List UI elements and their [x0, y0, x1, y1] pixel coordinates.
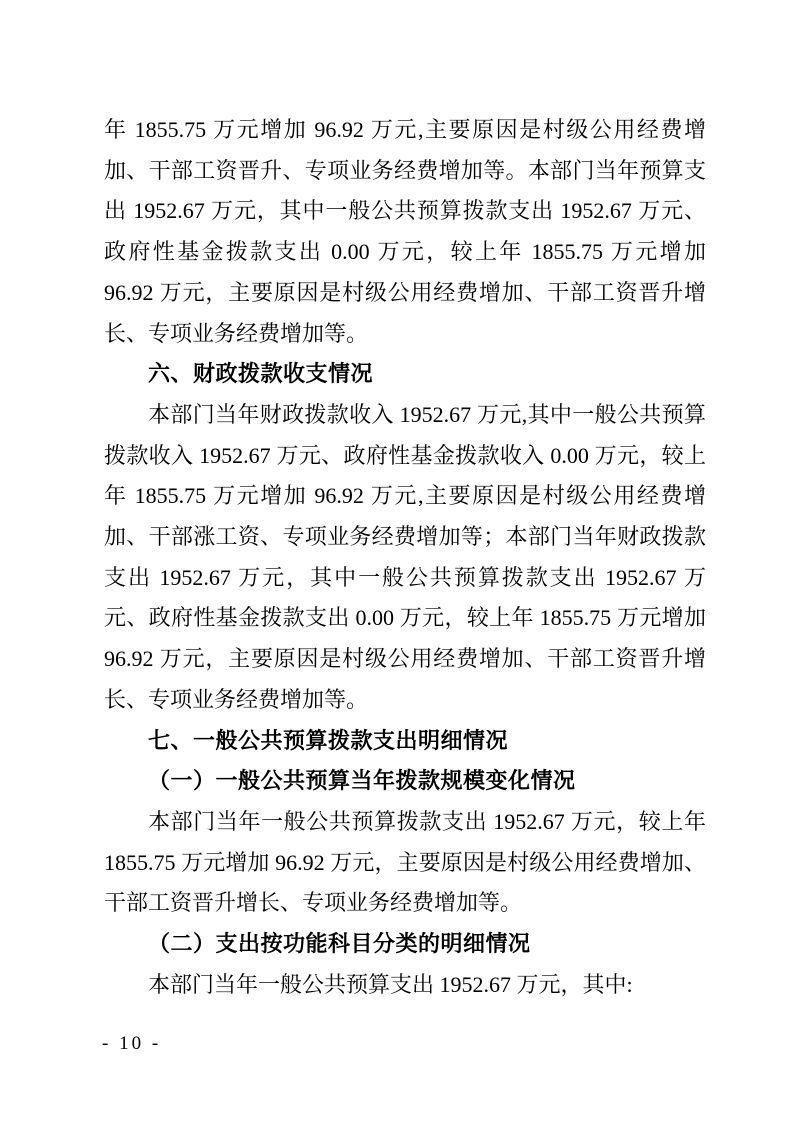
continuation-paragraph: 年 1855.75 万元增加 96.92 万元,主要原因是村级公用经费增加、干部工资晋升、专项业务经费增加等。本部门当年预算支出 1952.67 万元，其中一般公共预算拨款支出 1952.67 万元、政府性基金拨款支出 0.00 万元，较上年 1855.75 万元增加 96.92 万元，主要原因是村级公用经费增加、干部工资晋升增长、专项业务经费增加等。	[104, 117, 706, 346]
section7-sub1-paragraph: 本部门当年一般公共预算拨款支出 1952.67 万元，较上年 1855.75 万元增加 96.92 万元，主要原因是村级公用经费增加、干部工资晋升增长、专项业务经费增加等。	[104, 808, 706, 916]
section7-sub2-paragraph: 本部门当年一般公共预算支出 1952.67 万元，其中:	[148, 971, 633, 997]
section6-heading: 六、财政拨款收支情况	[148, 361, 374, 387]
section7-sub2-heading: （二）支出按功能科目分类的明细情况	[148, 931, 531, 957]
document-body	[104, 110, 706, 1005]
page-number: - 10 -	[102, 1033, 162, 1054]
section7-sub1-heading: （一）一般公共预算当年拨款规模变化情况	[148, 768, 576, 794]
section6-paragraph: 本部门当年财政拨款收入 1952.67 万元,其中一般公共预算拨款收入 1952.67 万元、政府性基金拨款收入 0.00 万元，较上年 1855.75 万元增加 96.92 万元,主要原因是村级公用经费增加、干部涨工资、专项业务经费增加等；本部门当年财政拨款支出 1952.67 万元，其中一般公共预算拨款支出 1952.67 万元、政府性基金拨款支出 0.00 万元，较上年 1855.75 万元增加 96.92 万元，主要原因是村级公用经费增加、干部工资晋升增长、专项业务经费增加等。	[104, 401, 706, 712]
section7-heading: 七、一般公共预算拨款支出明细情况	[148, 727, 509, 753]
